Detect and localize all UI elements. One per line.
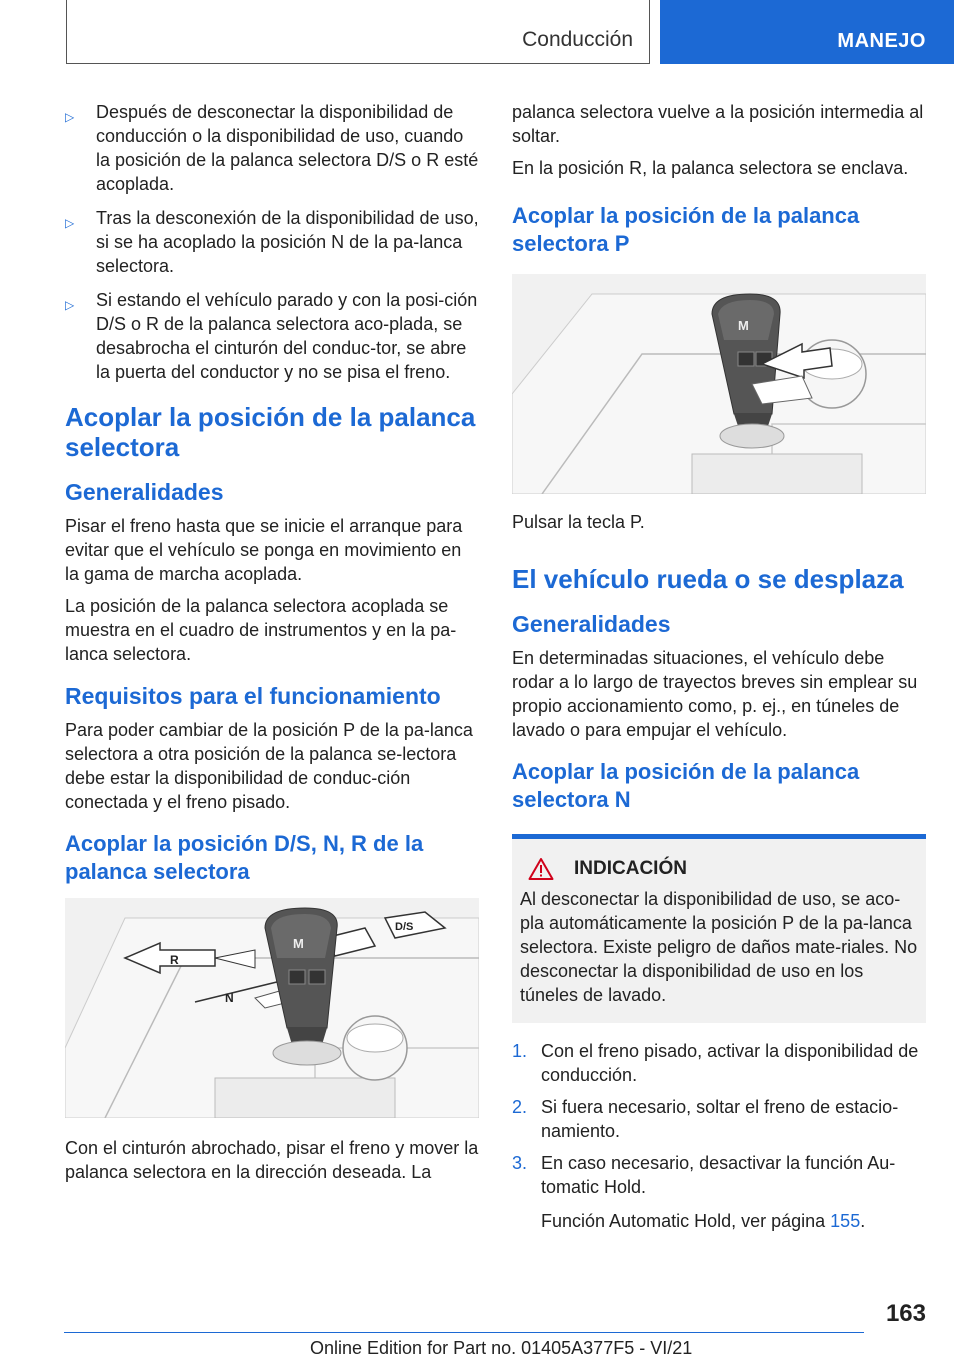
page-reference-link[interactable]: 155: [830, 1211, 861, 1231]
heading-acoplar-dsnr: Acoplar la posición D/S, N, R de la palanca selectora: [65, 831, 424, 884]
left-column: [65, 100, 479, 1192]
label-m-p: M: [738, 318, 749, 333]
paragraph: palanca selectora vuelve a la posición intermedia al soltar.: [512, 102, 924, 146]
step-number: 1.: [512, 1041, 528, 1061]
label-m: M: [293, 936, 304, 951]
gear-selector-drawing: [65, 898, 479, 1118]
footer-divider: [64, 1332, 864, 1333]
notice-text: Al desconectar la disponibilidad de uso, se aco‐pla automáticamente la posición P de la pa‐lanca selectora. Existe peligro de daños mate‐riales. No desconectar la disponibilidad de uso en los túneles de lavado.: [520, 889, 918, 1005]
gear-selector-illustration-dsnr: [65, 898, 479, 1118]
triangle-bullet-icon: ▷: [65, 216, 75, 230]
list-item: 3. En caso necesario, desactivar la función Au‐tomatic Hold. Función Automatic Hold, ver página 155.: [512, 1151, 926, 1233]
triangle-bullet-icon: ▷: [65, 298, 75, 312]
heading-requisitos: Requisitos para el funcionamiento: [65, 683, 441, 709]
heading-acoplar-posicion: Acoplar la posición de la palanca selectora: [65, 402, 476, 462]
paragraph: La posición de la palanca selectora acoplada se muestra en el cuadro de instrumentos y en la pa‐lanca selectora.: [65, 596, 457, 664]
paragraph: En la posición R, la palanca selectora se enclava.: [512, 158, 909, 178]
label-r: R: [170, 953, 179, 967]
list-item: 2. Si fuera necesario, soltar el freno de estacio‐namiento.: [512, 1097, 899, 1141]
gear-selector-illustration-p: [512, 274, 926, 494]
triangle-bullet-icon: ▷: [65, 110, 75, 124]
notice-header: [520, 857, 918, 881]
step-number: 2.: [512, 1097, 528, 1117]
header-chapter-tab: [660, 0, 954, 64]
right-column: [512, 100, 926, 1241]
warning-triangle-icon: [528, 857, 554, 881]
heading-generalidades-2: Generalidades: [512, 611, 671, 637]
heading-acoplar-p: Acoplar la posición de la palanca selectora P: [512, 203, 860, 256]
notice-title: INDICACIÓN: [574, 858, 687, 879]
list-item: ▷ Si estando el vehículo parado y con la posi‐ción D/S o R de la palanca selectora aco‐plada, se desabrocha el cinturón del conduc‐tor, se abre la puerta del conductor y no se pisa el freno.: [65, 290, 478, 382]
gear-selector-p-drawing: [512, 274, 926, 494]
list-item: ▷ Después de desconectar la disponibilidad de conducción o la disponibilidad de uso, cuando la posición de la palanca selectora D/S o R esté acoplada.: [65, 102, 479, 194]
notice-box: [512, 834, 926, 1023]
paragraph: Pisar el freno hasta que se inicie el arranque para evitar que el vehículo se ponga en movimiento en la gama de marcha acoplada.: [65, 516, 463, 584]
header-section-tab: [66, 0, 650, 64]
paragraph: En determinadas situaciones, el vehículo debe rodar a lo largo de trayectos breves sin emplear su propio accionamiento como, p. ej., en túneles de lavado o para empujar el vehículo.: [512, 648, 918, 740]
list-item: 1. Con el freno pisado, activar la disponibilidad de conducción.: [512, 1041, 919, 1085]
condition-list: [65, 100, 479, 384]
cross-reference: Función Automatic Hold, ver página 155.: [541, 1211, 866, 1231]
paragraph: Pulsar la tecla P.: [512, 512, 645, 532]
heading-vehiculo-rueda: El vehículo rueda o se desplaza: [512, 564, 904, 594]
footer-edition: Online Edition for Part no. 01405A377F5 - VI/21: [310, 1338, 693, 1358]
paragraph: Para poder cambiar de la posición P de la pa‐lanca selectora a otra posición de la palanca se‐lectora debe estar la disponibilidad de conduc‐ción conectada y el freno pisado.: [65, 720, 473, 812]
page-number: 163: [885, 1300, 926, 1327]
label-ds: D/S: [395, 921, 414, 933]
paragraph: Con el cinturón abrochado, pisar el freno y mover la palanca selectora en la dirección deseada. La: [65, 1138, 479, 1182]
header-section-title: Conducción: [522, 28, 633, 51]
steps-list: [512, 1039, 926, 1233]
heading-generalidades: Generalidades: [65, 479, 224, 505]
step-number: 3.: [512, 1153, 528, 1173]
header-chapter-title: MANEJO: [837, 30, 926, 52]
label-n: N: [225, 991, 234, 1005]
heading-acoplar-n: Acoplar la posición de la palanca selectora N: [512, 759, 860, 812]
list-item: ▷ Tras la desconexión de la disponibilidad de uso, si se ha acoplado la posición N de la pa‐lanca selectora.: [65, 208, 479, 276]
